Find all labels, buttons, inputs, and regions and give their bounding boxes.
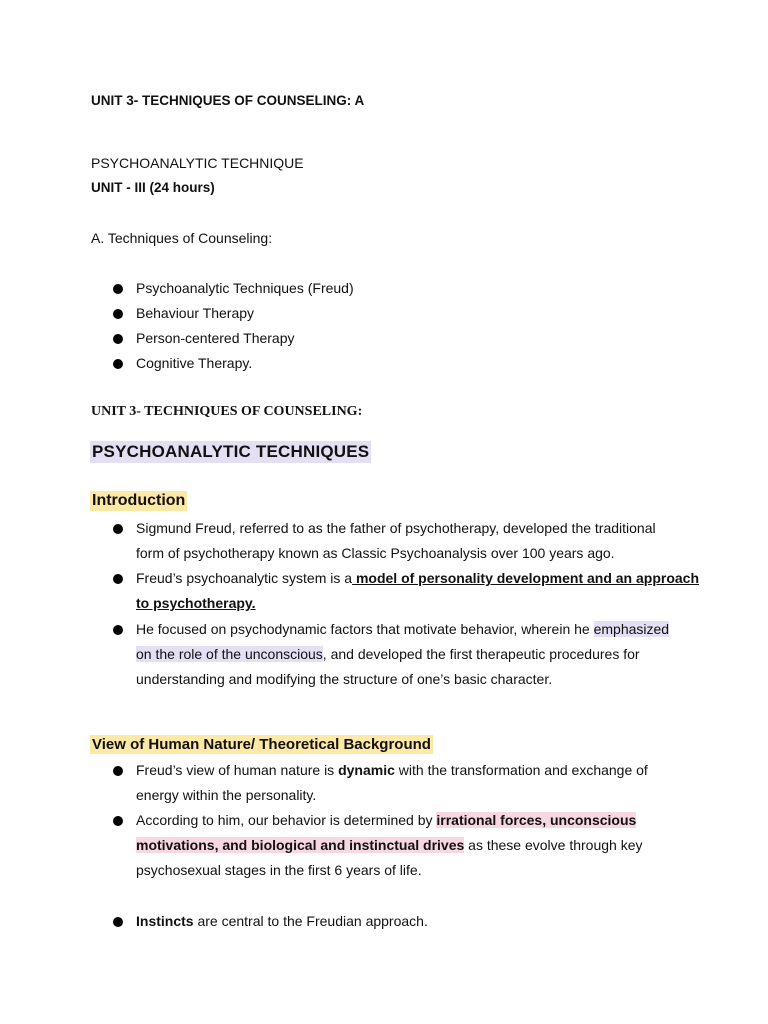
list-item-text: Behaviour Therapy: [136, 305, 255, 321]
intro-bullet-2-text: Freud’s psychoanalytic system is a: [136, 570, 353, 586]
hn-bullet-2-post: as these evolve through key: [464, 837, 643, 853]
human-nature-bullet-3: [136, 909, 428, 934]
intro-bullet-1-line2: form of psychotherapy known as Classic Psychoanalysis over 100 years ago.: [136, 545, 615, 561]
intro-bullet-3-highlight: emphasized: [593, 621, 670, 637]
hn-bullet-2-highlight: irrational forces, unconscious: [436, 812, 637, 828]
intro-bullet-3: [136, 617, 669, 692]
hn-bullet-3-bold: Instincts: [136, 913, 194, 929]
bullet-icon: [113, 766, 123, 776]
bullet-icon: [113, 334, 123, 344]
subheading: PSYCHOANALYTIC TECHNIQUE: [91, 155, 304, 171]
bullet-icon: [113, 284, 123, 294]
list-item-text: Psychoanalytic Techniques (Freud): [136, 280, 354, 296]
hn-bullet-3-post: are central to the Freudian approach.: [193, 913, 428, 929]
human-nature-bullet-2: [136, 808, 643, 883]
serif-heading: UNIT 3- TECHNIQUES OF COUNSELING:: [91, 404, 363, 419]
intro-bullet-3-post: , and developed the first therapeutic procedures for: [322, 646, 640, 662]
bullet-icon: [113, 625, 123, 635]
intro-bullet-3-text: He focused on psychodynamic factors that motivate behavior, wherein he: [136, 621, 594, 637]
bullet-icon: [113, 309, 123, 319]
list-item-text: Cognitive Therapy.: [136, 355, 253, 371]
introduction-heading: Introduction: [92, 492, 186, 509]
list-intro: A. Techniques of Counseling:: [91, 230, 273, 246]
bullet-icon: [113, 524, 123, 534]
hn-bullet-1-bold: dynamic: [338, 762, 395, 778]
list-item-text: Person-centered Therapy: [136, 330, 295, 346]
hn-bullet-2-line3: psychosexual stages in the first 6 years of life.: [136, 862, 422, 878]
intro-bullet-1: [136, 516, 656, 566]
bullet-icon: [113, 917, 123, 927]
intro-bullet-2-emphasis: model of personality development and an approach: [352, 570, 700, 586]
main-heading: PSYCHOANALYTIC TECHNIQUES: [92, 442, 370, 461]
intro-bullet-2-emphasis-cont: to psychotherapy.: [136, 595, 256, 611]
hn-bullet-1-line2: energy within the personality.: [136, 787, 317, 803]
unit-line: UNIT - III (24 hours): [91, 180, 215, 195]
hn-bullet-1-post: with the transformation and exchange of: [394, 762, 648, 778]
hn-bullet-1-pre: Freud’s view of human nature is: [136, 762, 339, 778]
intro-bullet-1-line1: Sigmund Freud, referred to as the father of psychotherapy, developed the traditional: [136, 520, 656, 536]
intro-bullet-2: [136, 566, 699, 616]
top-heading: UNIT 3- TECHNIQUES OF COUNSELING: A: [91, 93, 365, 108]
bullet-icon: [113, 816, 123, 826]
human-nature-bullet-1: [136, 758, 648, 808]
hn-bullet-2-highlight-cont: motivations, and biological and instinctual drives: [136, 837, 465, 853]
intro-bullet-3-highlight-cont: on the role of the unconscious: [136, 646, 323, 662]
bullet-icon: [113, 574, 123, 584]
hn-bullet-2-pre: According to him, our behavior is determined by: [136, 812, 437, 828]
intro-bullet-3-line3: understanding and modifying the structure of one’s basic character.: [136, 671, 553, 687]
bullet-icon: [113, 359, 123, 369]
human-nature-heading: View of Human Nature/ Theoretical Background: [92, 736, 431, 753]
